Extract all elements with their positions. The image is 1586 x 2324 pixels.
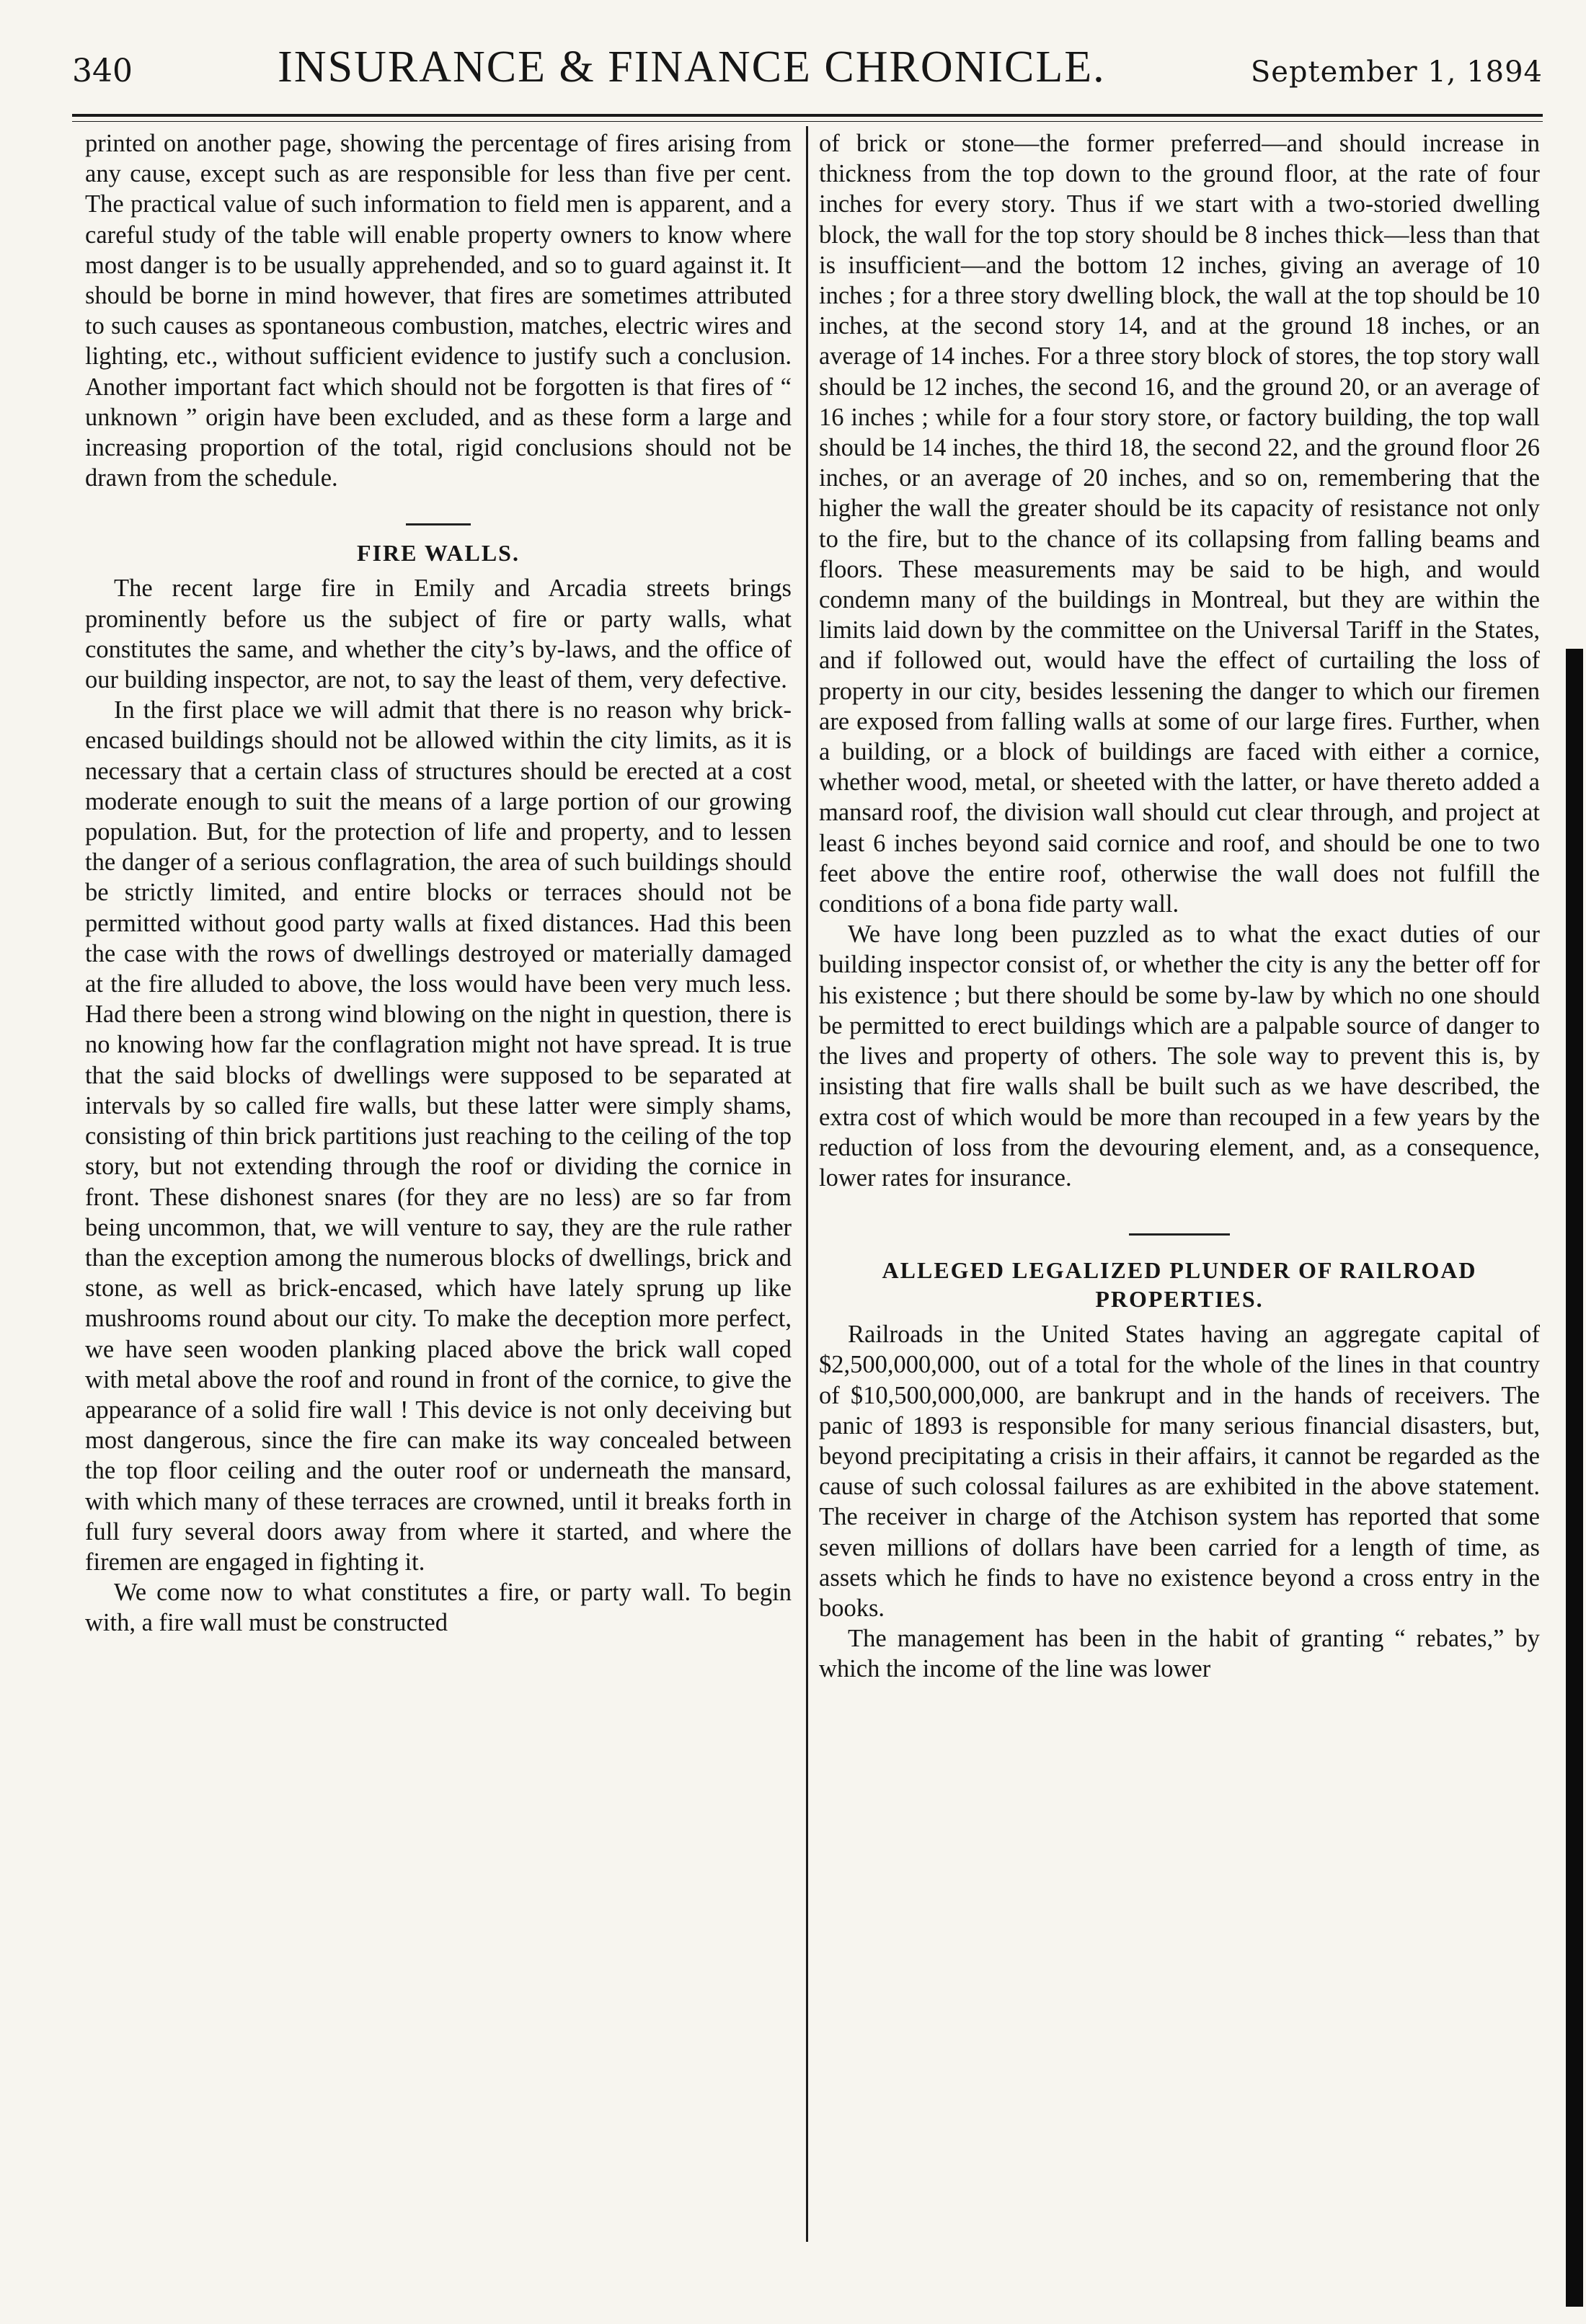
intro-paragraph: printed on another page, showing the percentage of fires arising from any cause, except such as are responsible for less than five per cent. The practical value of such information to field men is apparent, and a careful study of the table will enable property owners to know where most danger is to be usually apprehended, and so to guard against it. It should be borne in mind however, that fires are sometimes attributed to such causes as spontaneous combustion, matches, electric wires and lighting, etc., without sufficient evidence to justify such a conclusion. Another important fact which should not be forgotten is that fires of “ unknown ” origin have been excluded, and as these form a large and increasing proportion of the total, rigid conclusions should not be drawn from the schedule.	[85, 130, 792, 492]
fire-walls-heading: FIRE WALLS.	[357, 540, 520, 567]
railroad-heading: ALLEGED LEGALIZED PLUNDER OF RAILROAD PROPERTIES.	[882, 1257, 1477, 1313]
fire-walls-continued-paragraph: of brick or stone—the former preferred—and should increase in thickness from the top down to the ground floor, at the rate of four inches for every story. Thus if we start with a two-storied dwelling block, the wall for the top story should be 8 inches thick—less than that is insufficient—and the bottom 12 inches, giving an average of 10 inches ; for a three story dwelling block, the wall at the top should be 10 inches, at the second story 14, and at the ground 18 inches, or an average of 14 inches. For a three story block of stores, the top story wall should be 12 inches, the second 16, and the ground 20, or an average of 16 inches ; while for a four story store, or factory building, the top wall should be 14 inches, the third 18, the second 22, and the ground floor 26 inches, or an average of 20 inches, and so on, remembering that the higher the wall the greater should be its capacity of resistance not only to the fire, but to the chance of its collapsing from falling beams and floors. These measurements may be said to be high, and would condemn many of the buildings in Montreal, but they are within the limits laid down by the committee on the Universal Tariff in the States, and if followed out, would have the effect of curtailing the loss of property in our city, besides lessening the danger to which our firemen are exposed from falling walls at some of our large fires. Further, when a building, or a block of buildings are faced with either a cornice, whether wood, metal, or sheeted with the latter, or have thereto added a mansard roof, the division wall should cut clear through, and project at least 6 inches beyond said cornice and roof, and should be one to two feet above the entire roof, otherwise the wall does not fulfill the conditions of a bona fide party wall.	[819, 130, 1540, 918]
page-number: 340	[72, 53, 133, 89]
page-header	[72, 42, 1543, 107]
fire-walls-paragraph-3: We come now to what constitutes a fire, or party wall. To begin with, a fire wall must be constructed	[85, 1579, 792, 1637]
left-column	[85, 128, 792, 1638]
section-rule	[1129, 1233, 1230, 1236]
railroad-paragraph-1: Railroads in the United States having an aggregate capital of $2,500,000,000, out of a total for the whole of the lines in that country of $10,500,000,000, are bankrupt and in the hands of receivers. The panic of 1893 is responsible for many serious financial disasters, but, beyond precipitating a crisis in their affairs, it cannot be regarded as the cause of such colossal failures as are exhibited in the above statement. The receiver in charge of the Atchison system has reported that some seven millions of dollars have been carried for a length of time, as assets which he finds to have no existence beyond a cross entry in the books.	[819, 1321, 1540, 1622]
fire-walls-paragraph-1: The recent large fire in Emily and Arcadia streets brings prominently before us the subject of fire or party walls, what constitutes the same, and whether the city’s by-laws, and the office of our building inspector, are not, to say the least of them, very defective.	[85, 575, 792, 694]
column-divider	[806, 126, 808, 2242]
building-inspector-paragraph: We have long been puzzled as to what the exact duties of our building inspector consist of, or whether the city is any the better off for his existence ; but there should be some by-law by which no one should be permitted to erect buildings which are a palpable source of danger to the lives and property of others. The sole way to prevent this is, by insisting that fire walls shall be built such as we have described, the extra cost of which would be more than recouped in a few years by the reduction of loss from the devouring element, and, as a consequence, lower rates for insurance.	[819, 921, 1540, 1192]
scan-edge-shadow	[1566, 649, 1583, 2307]
right-column	[819, 128, 1540, 1685]
header-rule	[72, 114, 1543, 122]
section-rule	[406, 523, 471, 525]
railroad-paragraph-2: The management has been in the habit of granting “ rebates,” by which the income of the line was lower	[819, 1625, 1540, 1683]
fire-walls-paragraph-2: In the first place we will admit that there is no reason why brick-encased buildings should not be allowed within the city limits, as it is necessary that a certain class of structures should be erected at a cost moderate enough to suit the means of a large portion of our growing population. But, for the protection of life and property, and to lessen the danger of a serious conflagration, the area of such buildings should be strictly limited, and entire blocks or terraces should not be permitted without good party walls at fixed distances. Had this been the case with the rows of dwellings destroyed or materially damaged at the fire alluded to above, the loss would have been very much less. Had there been a strong wind blowing on the night in question, there is no knowing how far the conflagration might not have spread. It is true that the said blocks of dwellings were supposed to be separated at intervals by so called fire walls, but these latter were simply shams, consisting of thin brick partitions just reaching to the ceiling of the top story, but not extending through the roof or dividing the cornice in front. These dishonest snares (for they are no less) are so far from being uncommon, that, we will venture to say, they are the rule rather than the exception among the numerous blocks of dwellings, brick and stone, as well as brick-encased, which have lately sprung up like mushrooms round about our city. To make the deception more perfect, we have seen wooden planking placed above the brick wall coped with metal above the roof and round in front of the cornice, to give the appearance of a solid fire wall ! This device is not only deceiving but most dangerous, since the fire can make its way concealed between the top floor ceiling and the outer roof or underneath the mansard, with which many of these terraces are crowned, until it breaks forth in full fury several doors away from where it started, and where the firemen are engaged in fighting it.	[85, 696, 792, 1576]
issue-date: September 1, 1894	[1250, 56, 1543, 89]
publication-title: INSURANCE & FINANCE CHRONICLE.	[278, 43, 1106, 92]
